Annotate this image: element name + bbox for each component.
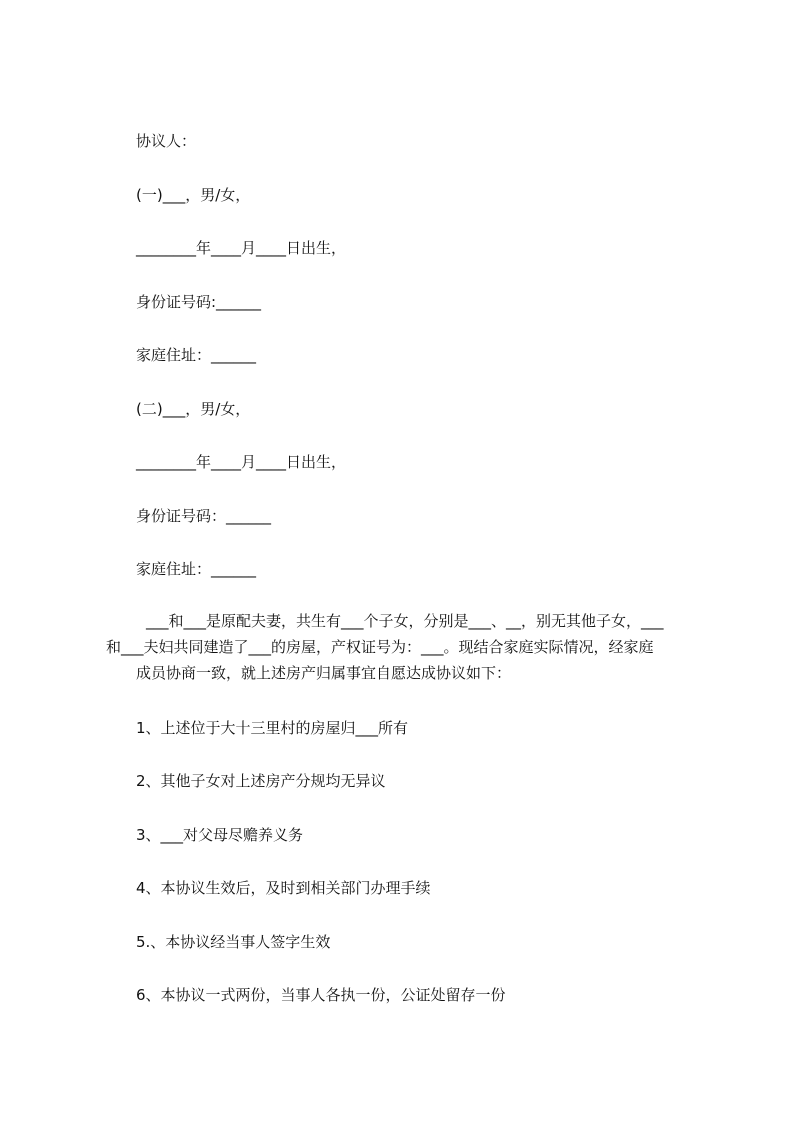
agreement-item-5: 5.、本协议经当事人签字生效 xyxy=(136,933,331,951)
party2-id-line: 身份证号码：______ xyxy=(136,507,272,525)
agreement-item-4: 4、本协议生效后，及时到相关部门办理手续 xyxy=(136,879,431,897)
agreement-item-6: 6、本协议一式两份，当事人各执一份，公证处留存一份 xyxy=(136,986,506,1004)
party2-address-line: 家庭住址：______ xyxy=(136,560,257,578)
intro-line-1: ___和___是原配夫妻，共生有___个子女，分别是___、__，别无其他子女，___ xyxy=(146,612,664,630)
party2-birth-line: ________年____月____日出生， xyxy=(136,453,347,471)
agreement-item-1: 1、上述位于大十三里村的房屋归___所有 xyxy=(136,719,409,737)
intro-paragraph xyxy=(106,608,718,686)
agreement-item-2: 2、其他子女对上述房产分规均无异议 xyxy=(136,772,386,790)
parties-heading: 协议人： xyxy=(136,132,197,150)
party1-name-line: (一)___，男/女， xyxy=(136,186,251,204)
party1-address-line: 家庭住址：______ xyxy=(136,346,257,364)
party1-id-line: 身份证号码:______ xyxy=(136,293,262,311)
intro-line-2: 和___夫妇共同建造了___的房屋，产权证号为：___。现结合家庭实际情况，经家庭 xyxy=(106,638,654,656)
party2-name-line: (二)___，男/女， xyxy=(136,400,251,418)
agreement-item-3: 3、___对父母尽赡养义务 xyxy=(136,826,304,844)
intro-line-3: 成员协商一致，就上述房产归属事宜自愿达成协议如下： xyxy=(136,664,512,682)
party1-birth-line: ________年____月____日出生， xyxy=(136,239,347,257)
